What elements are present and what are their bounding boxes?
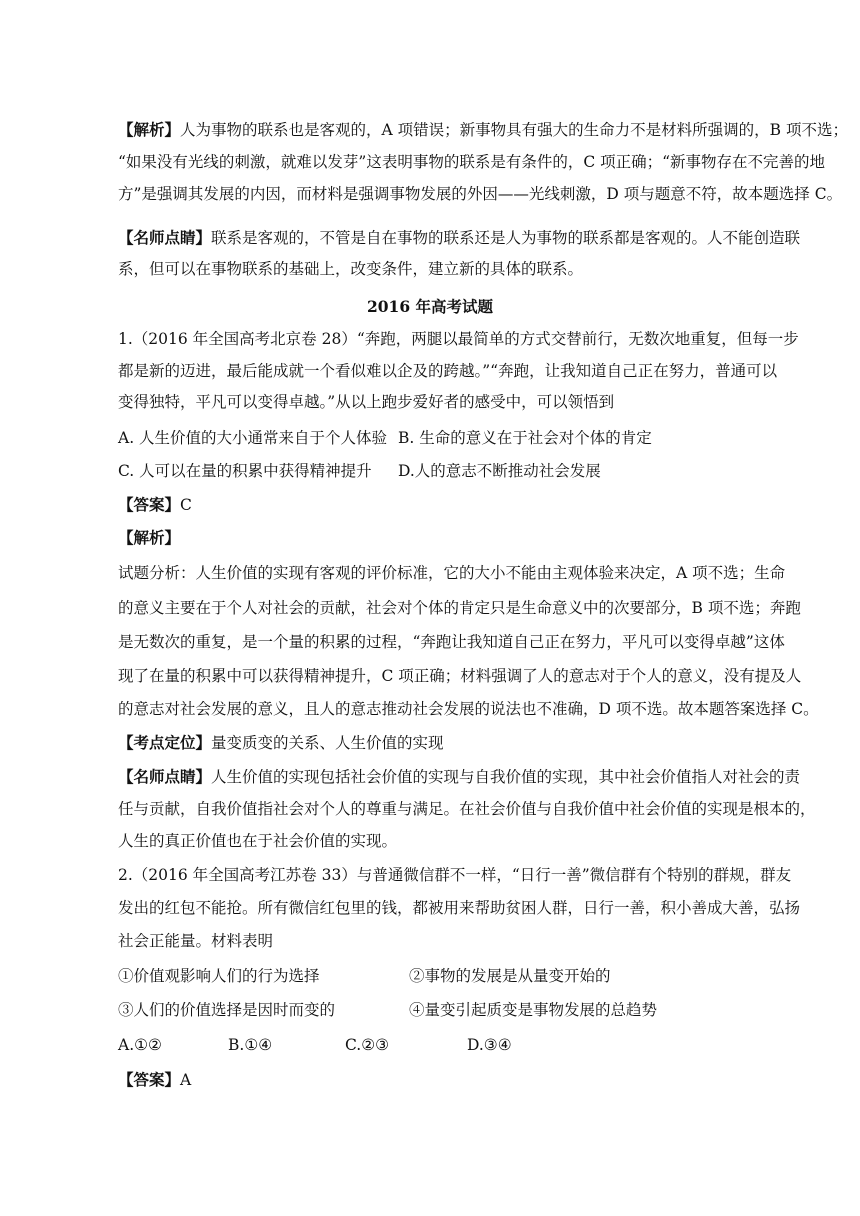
q1-stem-line-3: 变得独特，平凡可以变得卓越。”从以上跑步爱好者的感受中，可以领悟到	[118, 393, 615, 411]
prev-analysis-line-2: “如果没有光线的刺激，就难以发芽”这表明事物的联系是有条件的，C 项正确；“新事物存在不完善的地	[118, 153, 826, 171]
q2-item-2: ②事物的发展是从量变开始的	[409, 967, 611, 985]
tip-label: 【名师点睛】	[118, 767, 212, 786]
prev-analysis-line-3: 方”是强调其发展的内因，而材料是强调事物发展的外因——光线刺激，D 项与题意不符，故本题选择 C。	[118, 185, 843, 203]
q1-tip-line-1	[118, 767, 800, 787]
q1-option-b: B. 生命的意义在于社会对个体的肯定	[398, 429, 652, 447]
answer-label: 【答案】	[118, 1070, 181, 1089]
q1-stem-line-2: 都是新的迈进，最后能成就一个看似难以企及的跨越。”“奔跑，让我知道自己正在努力，普通可以	[118, 362, 778, 380]
prev-analysis-line-1	[118, 120, 848, 140]
section-title: 2016 年高考试题	[366, 297, 494, 316]
q2-stem-line-2: 发出的红包不能抢。所有微信红包里的钱，都被用来帮助贫困人群，日行一善，积小善成大善，弘扬	[118, 899, 801, 917]
q2-option-c: C.②③	[345, 1036, 390, 1054]
q2-item-3: ③人们的价值选择是因时而变的	[118, 1001, 336, 1019]
q2-item-4: ④量变引起质变是事物发展的总趋势	[409, 1001, 658, 1019]
q1-option-a: A. 人生价值的大小通常来自于个人体验	[118, 429, 388, 447]
q1-tip-line-3: 人生的真正价值也在于社会价值的实现。	[118, 832, 398, 850]
q2-option-b: B.①④	[228, 1036, 273, 1054]
answer-value: C	[180, 496, 192, 514]
analysis-text: 人为事物的联系也是客观的，A 项错误；新事物具有强大的生命力不是材料所强调的，B 项不选；	[180, 121, 848, 139]
q2-option-a: A.①②	[118, 1036, 162, 1054]
tip-text: 人生价值的实现包括社会价值的实现与自我价值的实现，其中社会价值指人对社会的责	[211, 768, 801, 786]
q2-stem-line-3: 社会正能量。材料表明	[118, 932, 274, 950]
kaodian-text: 量变质变的关系、人生价值的实现	[211, 734, 444, 752]
q1-tip-line-2: 任与贡献，自我价值指社会对个人的尊重与满足。在社会价值与自我价值中社会价值的实现是根本的，	[118, 800, 816, 818]
q1-answer	[118, 495, 192, 515]
analysis-label: 【解析】	[118, 120, 181, 139]
q1-option-c: C. 人可以在量的积累中获得精神提升	[118, 462, 372, 480]
q2-stem-line-1: 2.（2016 年全国高考江苏卷 33）与普通微信群不一样，“日行一善”微信群有个特别的群规，群友	[118, 866, 792, 884]
q1-analysis-line-3: 是无数次的重复，是一个量的积累的过程，“奔跑让我知道自己正在努力，平凡可以变得卓越”这体	[118, 633, 785, 651]
prev-tip-line-1	[118, 228, 800, 248]
q1-kaodian	[118, 733, 444, 753]
q1-option-d: D.人的意志不断推动社会发展	[398, 462, 601, 480]
q1-analysis-line-2: 的意义主要在于个人对社会的贡献，社会对个体的肯定只是生命意义中的次要部分，B 项不选；奔跑	[118, 599, 801, 617]
answer-label: 【答案】	[118, 495, 181, 514]
q2-item-1: ①价值观影响人们的行为选择	[118, 967, 320, 985]
kaodian-label: 【考点定位】	[118, 733, 212, 752]
q1-analysis-line-4: 现了在量的积累中可以获得精神提升，C 项正确；材料强调了人的意志对于个人的意义，没有提及人	[118, 667, 802, 685]
prev-tip-line-2: 系，但可以在事物联系的基础上，改变条件，建立新的具体的联系。	[118, 260, 584, 278]
q1-stem-line-1: 1.（2016 年全国高考北京卷 28）“奔跑，两腿以最简单的方式交替前行，无数次地重复，但每一步	[118, 330, 799, 348]
tip-label: 【名师点睛】	[118, 228, 212, 247]
q1-analysis-line-5: 的意志对社会发展的意义，且人的意志推动社会发展的说法也不准确，D 项不选。故本题答案选择 C。	[118, 700, 819, 718]
q1-analysis-label: 【解析】	[118, 528, 181, 547]
q2-option-d: D.③④	[467, 1036, 512, 1054]
answer-value: A	[180, 1071, 192, 1089]
q2-answer	[118, 1070, 191, 1090]
tip-text: 联系是客观的，不管是自在事物的联系还是人为事物的联系都是客观的。人不能创造联	[211, 229, 801, 247]
q1-analysis-line-1: 试题分析：人生价值的实现有客观的评价标准，它的大小不能由主观体验来决定，A 项不选；生命	[118, 564, 786, 582]
